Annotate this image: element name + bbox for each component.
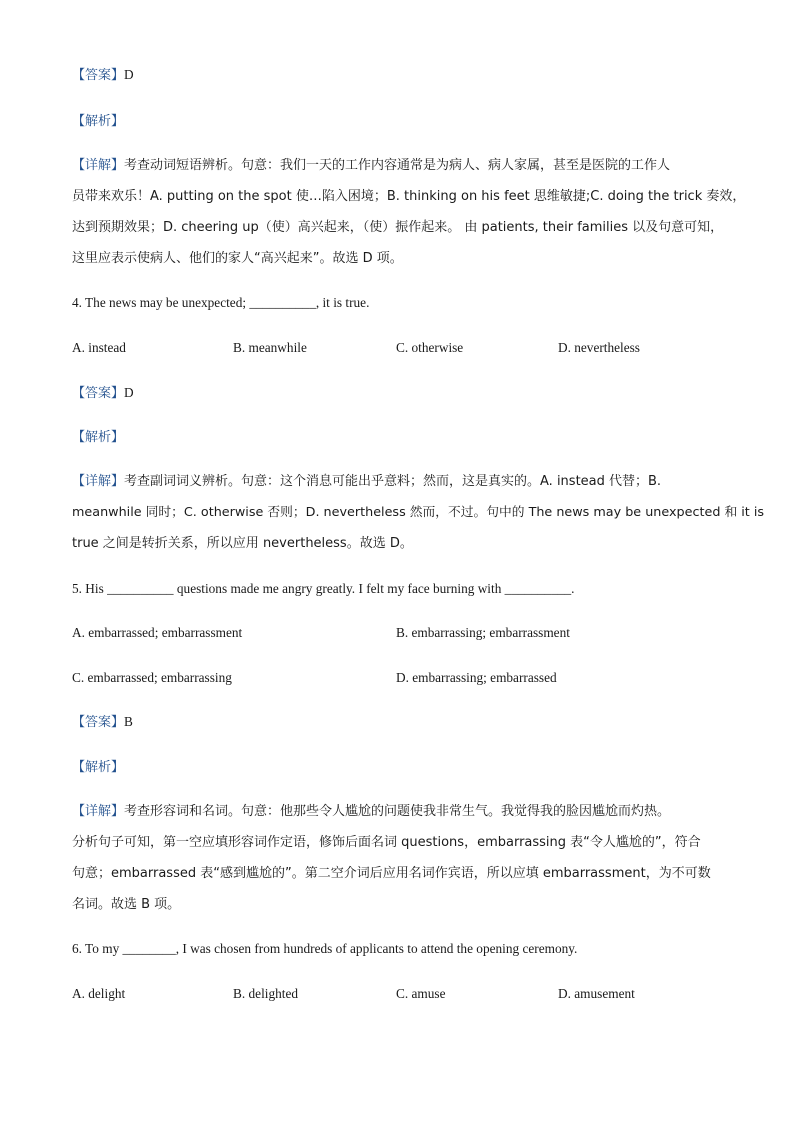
analysis-heading (72, 758, 124, 777)
option-d: D. embarrassing; embarrassed (396, 670, 557, 685)
detail-tag: 【详解】 (72, 474, 125, 489)
option-c: C. embarrassed; embarrassing (72, 670, 232, 685)
option-c: C. otherwise (396, 340, 464, 355)
detail-line (72, 157, 670, 175)
analysis-tag: 【解析】 (72, 760, 125, 775)
detail-line: 分析句子可知，第一空应填形容词作定语，修饰后面名词 questions，embarrassing 表“令人尴尬的”，符合 (72, 835, 701, 850)
option-a: A. delight (72, 986, 126, 1001)
answer-value: D (124, 67, 134, 82)
analysis-tag: 【解析】 (72, 114, 125, 129)
answer-line (72, 713, 133, 732)
option-a: A. embarrassed; embarrassment (72, 625, 243, 640)
detail-text: 考查动词短语辨析。句意：我们一天的工作内容通常是为病人、病人家属，甚至是医院的工作人 (124, 158, 671, 173)
answer-line (72, 384, 134, 403)
detail-line (72, 803, 670, 821)
detail-text: 考查副词词义辨析。句意：这个消息可能出乎意料；然而，这是真实的。A. instead 代替；B. (124, 474, 662, 489)
detail-line: 达到预期效果；D. cheering up（使）高兴起来，（使）振作起来。 由 patients, their families 以及句意可知， (72, 220, 724, 235)
detail-line: 员带来欢乐！A. putting on the spot 使…陷入困境；B. thinking on his feet 思维敏捷;C. doing the trick 奏效， (72, 189, 746, 204)
option-b: B. embarrassing; embarrassment (396, 625, 570, 640)
detail-line: meanwhile 同时；C. otherwise 否则；D. nevertheless 然而，不过。句中的 The news may be unexpected 和 it is (72, 505, 765, 520)
detail-line (72, 473, 661, 491)
option-b: B. delighted (233, 986, 298, 1001)
detail-line: 名词。故选 B 项。 (72, 897, 181, 912)
answer-value: B (124, 714, 133, 729)
question-stem: 5. His __________ questions made me angry greatly. I felt my face burning with __________. (72, 581, 575, 596)
answer-tag: 【答案】 (72, 715, 125, 730)
answer-line (72, 66, 134, 85)
option-d: D. nevertheless (558, 340, 640, 355)
detail-text: 考查形容词和名词。句意：他那些令人尴尬的问题使我非常生气。我觉得我的脸因尴尬而灼热。 (124, 804, 671, 819)
analysis-heading (72, 112, 124, 131)
analysis-heading (72, 428, 124, 447)
option-c: C. amuse (396, 986, 446, 1001)
detail-line: 这里应表示使病人、他们的家人“高兴起来”。故选 D 项。 (72, 251, 403, 266)
question-stem: 4. The news may be unexpected; __________, it is true. (72, 295, 370, 310)
question-stem: 6. To my ________, I was chosen from hundreds of applicants to attend the opening ceremony. (72, 941, 578, 956)
analysis-tag: 【解析】 (72, 430, 125, 445)
answer-tag: 【答案】 (72, 68, 125, 83)
option-d: D. amusement (558, 986, 635, 1001)
detail-line: 句意；embarrassed 表“感到尴尬的”。第二空介词后应用名词作宾语，所以应填 embarrassment，为不可数 (72, 866, 711, 881)
option-b: B. meanwhile (233, 340, 307, 355)
answer-tag: 【答案】 (72, 386, 125, 401)
option-a: A. instead (72, 340, 126, 355)
detail-line: true 之间是转折关系，所以应用 nevertheless。故选 D。 (72, 536, 413, 551)
answer-value: D (124, 385, 134, 400)
detail-tag: 【详解】 (72, 158, 125, 173)
detail-tag: 【详解】 (72, 804, 125, 819)
